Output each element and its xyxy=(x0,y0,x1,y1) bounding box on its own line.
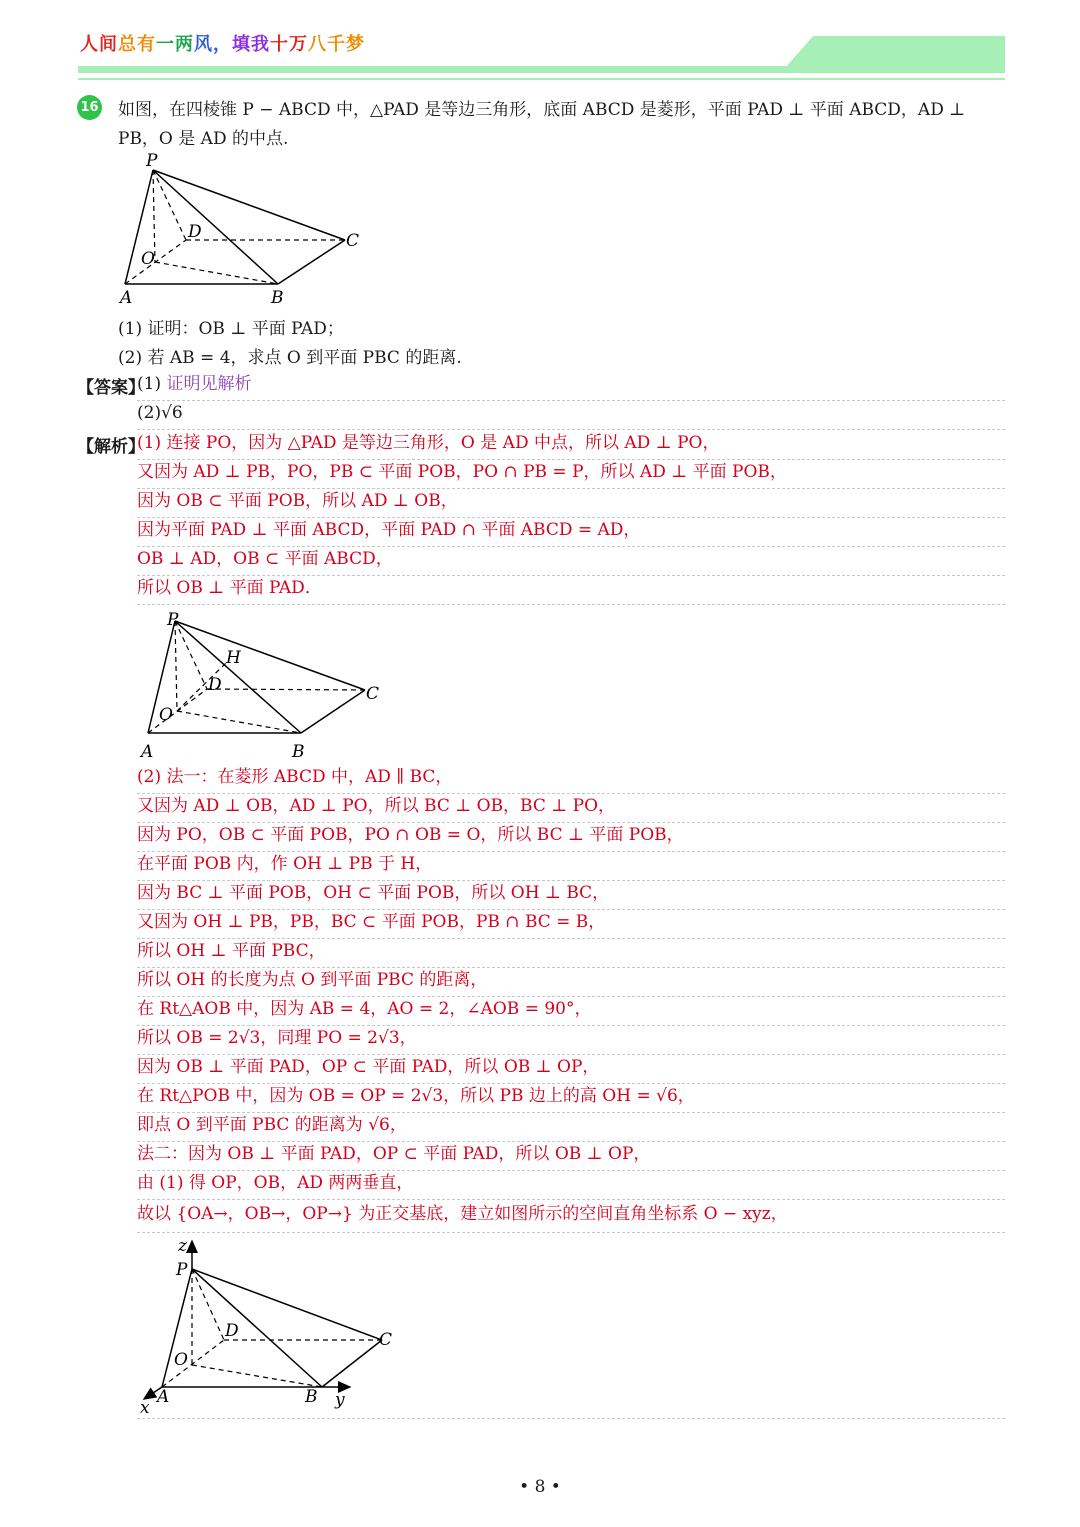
label-A: A xyxy=(141,742,154,762)
analysis-line: 因为平面 PAD ⊥ 平面 ABCD，平面 PAD ∩ 平面 ABCD = AD， xyxy=(137,517,1005,547)
analysis-line: 故以 {OA→，OB→，OP→} 为正交基底，建立如图所示的空间直角坐标系 O − xyz， xyxy=(137,1201,1005,1233)
label-D: D xyxy=(208,675,222,695)
question-stem-line: PB，O 是 AD 的中点. xyxy=(118,129,289,149)
label-y: y xyxy=(335,1390,345,1410)
header-tab-decoration xyxy=(785,36,1005,68)
label-P: P xyxy=(176,1260,188,1280)
header-underline xyxy=(78,78,1005,80)
question-part-2: (2) 若 AB = 4，求点 O 到平面 PBC 的距离. xyxy=(118,348,462,368)
analysis-line: 由 (1) 得 OP，OB，AD 两两垂直， xyxy=(137,1170,1005,1200)
slogan-part: 人间 xyxy=(80,34,118,55)
analysis-line: 因为 BC ⊥ 平面 POB，OH ⊂ 平面 POB，所以 OH ⊥ BC， xyxy=(137,880,1005,910)
label-B: B xyxy=(305,1387,318,1407)
figure-pyramid-2 xyxy=(135,605,395,765)
analysis-line: 所以 OH 的长度为点 O 到平面 PBC 的距离， xyxy=(137,967,1005,997)
answer-line-1 xyxy=(137,371,1005,401)
label-P: P xyxy=(167,610,179,630)
analysis-line: 在 Rt△POB 中，因为 OB = OP = 2√3，所以 PB 边上的高 OH = √6， xyxy=(137,1083,1005,1113)
label-O: O xyxy=(174,1350,188,1370)
label-P: P xyxy=(146,151,158,171)
label-O: O xyxy=(159,705,173,725)
label-O: O xyxy=(141,249,155,269)
label-H: H xyxy=(226,648,241,668)
label-B: B xyxy=(271,288,284,308)
analysis-line: 即点 O 到平面 PBC 的距离为 √6， xyxy=(137,1112,1005,1142)
label-B: B xyxy=(292,742,305,762)
label-A: A xyxy=(157,1387,170,1407)
header-slogan xyxy=(80,30,365,56)
label-A: A xyxy=(120,288,133,308)
label-z: z xyxy=(178,1236,187,1256)
analysis-line: 因为 OB ⊥ 平面 PAD，OP ⊂ 平面 PAD，所以 OB ⊥ OP， xyxy=(137,1054,1005,1084)
analysis-line: 因为 OB ⊂ 平面 POB，所以 AD ⊥ OB， xyxy=(137,488,1005,518)
analysis-line: 又因为 AD ⊥ PB，PO，PB ⊂ 平面 POB，PO ∩ PB = P，所以 AD ⊥ 平面 POB， xyxy=(137,459,1005,489)
analysis-line: (1) 连接 PO，因为 △PAD 是等边三角形，O 是 AD 中点，所以 AD ⊥ PO， xyxy=(137,430,1005,460)
page-header xyxy=(0,0,1080,90)
question-stem-line: 如图，在四棱锥 P − ABCD 中，△PAD 是等边三角形，底面 ABCD 是菱形，平面 PAD ⊥ 平面 ABCD，AD ⊥ xyxy=(118,100,966,120)
analysis-line: (2) 法一：在菱形 ABCD 中，AD ∥ BC， xyxy=(137,764,1005,794)
slogan-part: 八千梦 xyxy=(308,34,365,55)
slogan-part: 风， xyxy=(194,34,232,55)
label-C: C xyxy=(366,684,380,704)
answer-line-2: (2)√6 xyxy=(137,400,1005,430)
slogan-part: 十万 xyxy=(270,34,308,55)
label-D: D xyxy=(188,222,202,242)
analysis-line: 所以 OB ⊥ 平面 PAD． xyxy=(137,575,1005,605)
answer-1-prefix: (1) xyxy=(137,374,167,394)
slogan-part: 填我 xyxy=(232,34,270,55)
header-bar xyxy=(78,66,1005,73)
label-C: C xyxy=(346,231,360,251)
label-x: x xyxy=(140,1398,150,1418)
analysis-line: 在平面 POB 内，作 OH ⊥ PB 于 H， xyxy=(137,851,1005,881)
label-C: C xyxy=(379,1330,393,1350)
answer-1-text: 证明见解析 xyxy=(166,374,252,394)
figure-pyramid-1 xyxy=(110,150,370,310)
label-D: D xyxy=(225,1321,239,1341)
analysis-tag: 【解析】 xyxy=(77,437,145,457)
analysis-line: 法二：因为 OB ⊥ 平面 PAD，OP ⊂ 平面 PAD，所以 OB ⊥ OP， xyxy=(137,1141,1005,1171)
answer-tag: 【答案】 xyxy=(77,378,145,398)
analysis-line: 在 Rt△AOB 中，因为 AB = 4，AO = 2，∠AOB = 90°， xyxy=(137,996,1005,1026)
analysis-line: 所以 OH ⊥ 平面 PBC， xyxy=(137,938,1005,968)
slogan-part: 一两 xyxy=(156,34,194,55)
analysis-line: 所以 OB = 2√3，同理 PO = 2√3， xyxy=(137,1025,1005,1055)
analysis-line: 因为 PO，OB ⊂ 平面 POB，PO ∩ OB = O，所以 BC ⊥ 平面 POB， xyxy=(137,822,1005,852)
question-number-badge: 16 xyxy=(77,95,102,120)
analysis-line: 又因为 OH ⊥ PB，PB，BC ⊂ 平面 POB，PB ∩ BC = B， xyxy=(137,909,1005,939)
page-number: • 8 • xyxy=(519,1477,561,1497)
analysis-line: OB ⊥ AD，OB ⊂ 平面 ABCD， xyxy=(137,546,1005,576)
slogan-part: 总有 xyxy=(118,34,156,55)
question-part-1: (1) 证明：OB ⊥ 平面 PAD； xyxy=(118,319,344,339)
figure-divider xyxy=(137,1389,1005,1419)
analysis-line: 又因为 AD ⊥ OB，AD ⊥ PO，所以 BC ⊥ OB，BC ⊥ PO， xyxy=(137,793,1005,823)
question-stem xyxy=(118,96,1008,154)
